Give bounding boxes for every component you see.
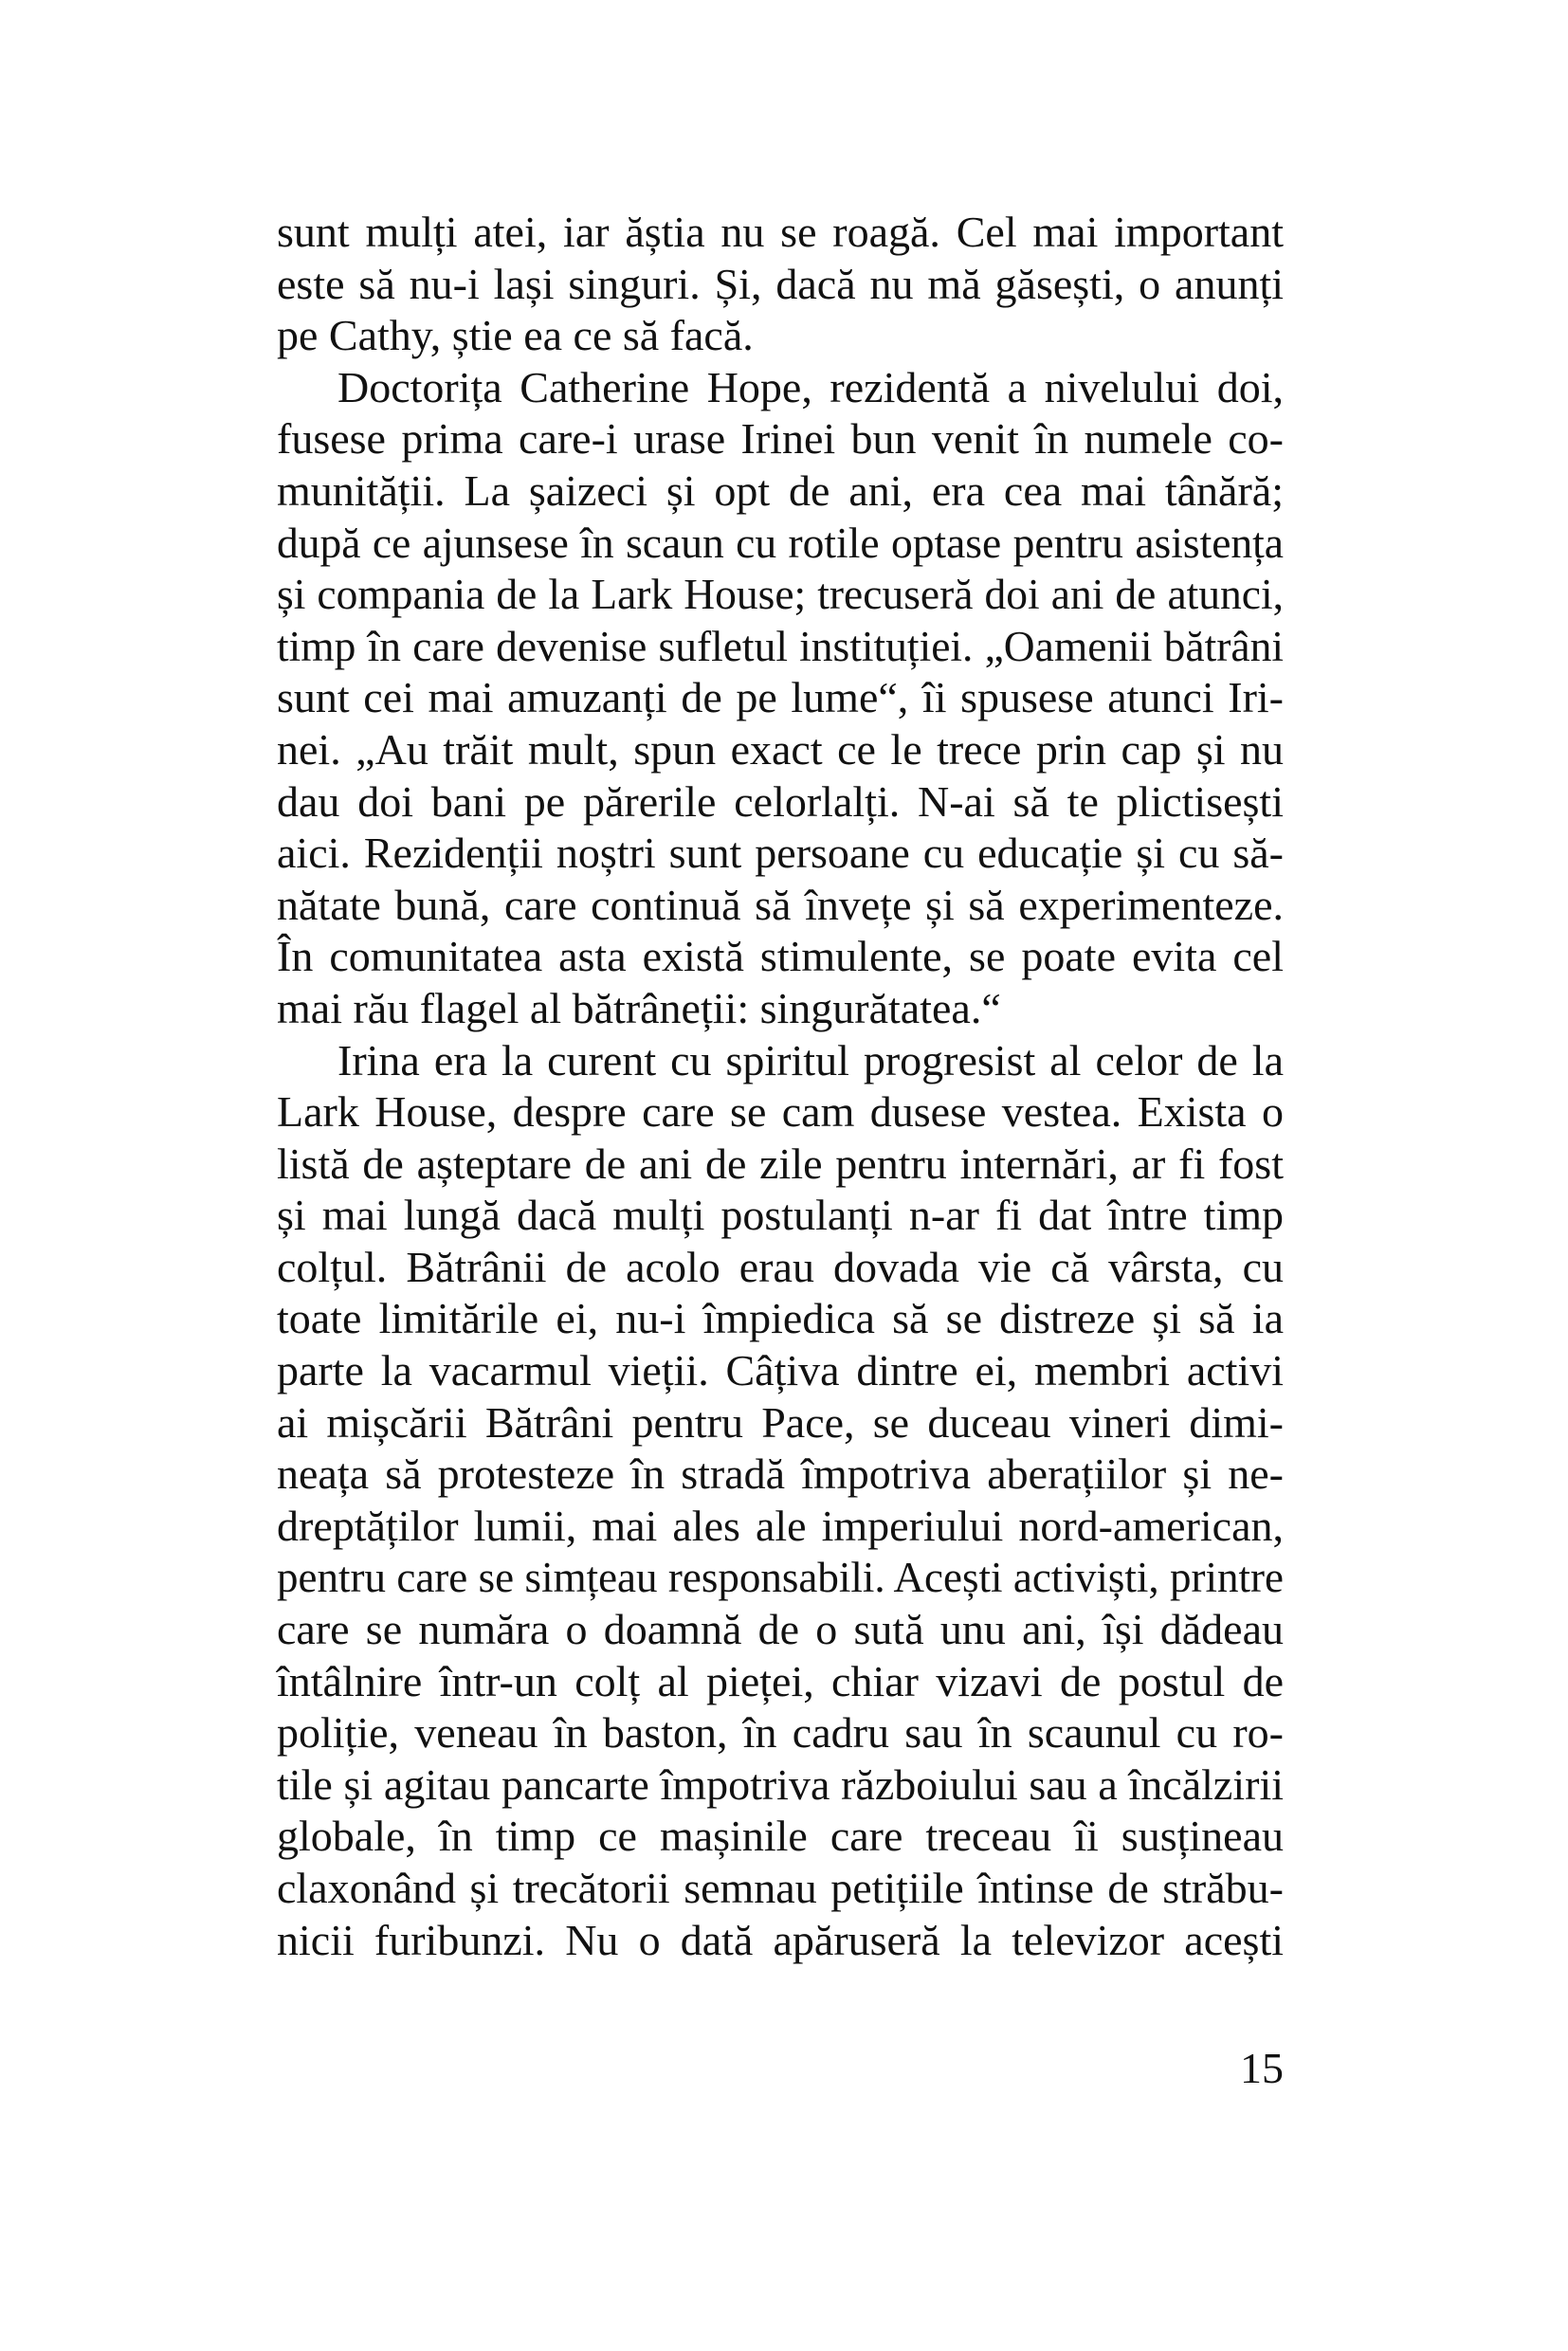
- text-line: listă de așteptare de ani de zile pentru internări, ar fi fost: [277, 1139, 1284, 1188]
- text-line: munității. La șaizeci și opt de ani, era cea mai tânără;: [277, 465, 1284, 515]
- text-line: și mai lungă dacă mulți postulanți n-ar fi dat între timp: [277, 1191, 1284, 1240]
- text-line: dreptăților lumii, mai ales ale imperiului nord-american,: [277, 1501, 1284, 1550]
- text-line: sunt mulți atei, iar ăștia nu se roagă. Cel mai important: [277, 208, 1284, 256]
- text-line: întâlnire într-un colț al pieței, chiar vizavi de postul de: [277, 1656, 1284, 1705]
- text-line: ai mișcării Bătrâni pentru Pace, se duceau vineri dimi-: [277, 1397, 1284, 1447]
- text-line: fusese prima care-i urase Irinei bun venit în numele co-: [277, 414, 1284, 464]
- text-line: În comunitatea asta există stimulente, se poate evita cel: [277, 932, 1284, 981]
- text-line: dau doi bani pe părerile celorlalți. N-ai să te plictisești: [277, 776, 1284, 826]
- text-line: globale, în timp ce mașinile care treceau îi susțineau: [277, 1812, 1284, 1861]
- text-line: Irina era la curent cu spiritul progresist al celor de la: [337, 1035, 1284, 1084]
- text-line: după ce ajunsese în scaun cu rotile optase pentru asistența: [277, 518, 1284, 567]
- text-line: și compania de la Lark House; trecuseră doi ani de atunci,: [277, 570, 1284, 619]
- text-line: parte la vacarmul vieții. Câțiva dintre ei, membri activi: [277, 1346, 1284, 1395]
- text-line: pe Cathy, știe ea ce să facă.: [277, 311, 754, 360]
- text-line: poliție, veneau în baston, în cadru sau în scaunul cu ro-: [277, 1708, 1284, 1758]
- text-line: Doctorița Catherine Hope, rezidentă a nivelului doi,: [337, 362, 1284, 411]
- text-line: mai rău flagel al bătrâneții: singurătatea.“: [277, 983, 1001, 1032]
- text-line: nei. „Au trăit mult, spun exact ce le trece prin cap și nu: [277, 724, 1284, 774]
- text-line: timp în care devenise sufletul instituției. „Oamenii bătrâni: [277, 621, 1284, 670]
- text-line: tile și agitau pancarte împotriva războiului sau a încălzirii: [277, 1759, 1284, 1809]
- text-line: aici. Rezidenții noștri sunt persoane cu educație și cu să-: [277, 829, 1284, 878]
- text-line: pentru care se simțeau responsabili. Acești activiști, printre: [277, 1554, 1284, 1602]
- body-text: [277, 207, 1284, 1966]
- page-number: 15: [1240, 2044, 1284, 2092]
- text-line: sunt cei mai amuzanți de pe lume“, îi spusese atunci Iri-: [277, 673, 1284, 722]
- text-line: claxonând și trecătorii semnau petițiile întinse de străbu-: [277, 1864, 1284, 1912]
- text-line: neața să protesteze în stradă împotriva aberațiilor și ne-: [277, 1449, 1284, 1499]
- text-line: este să nu-i lași singuri. Și, dacă nu mă găsești, o anunți: [277, 259, 1284, 308]
- text-line: colțul. Bătrânii de acolo erau dovada vie că vârsta, cu: [277, 1242, 1284, 1291]
- text-line: nicii furibunzi. Nu o dată apăruseră la televizor acești: [277, 1915, 1284, 1964]
- text-line: care se număra o doamnă de o sută unu ani, își dădeau: [277, 1605, 1284, 1654]
- text-line: Lark House, despre care se cam dusese vestea. Exista o: [277, 1087, 1284, 1137]
- text-line: nătate bună, care continuă să învețe și să experimenteze.: [277, 880, 1284, 929]
- text-line: toate limitările ei, nu-i împiedica să se distreze și să ia: [277, 1294, 1284, 1343]
